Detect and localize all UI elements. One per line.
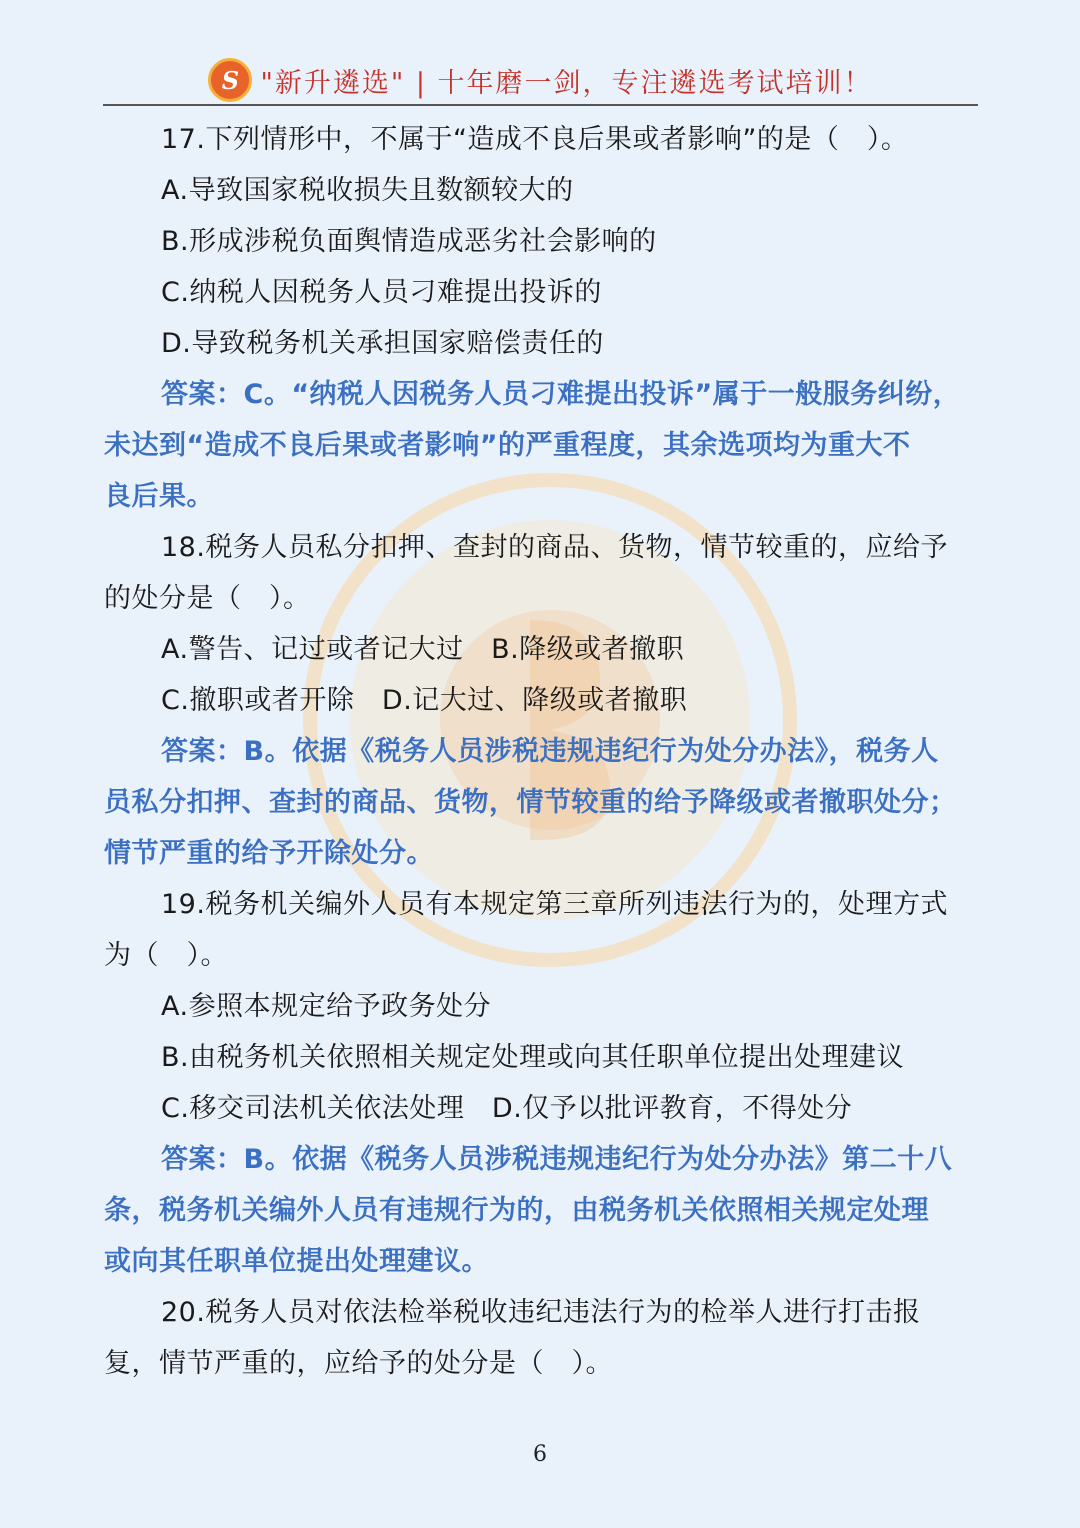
page-header xyxy=(103,56,978,104)
answer-text: 未达到“造成不良后果或者影响”的严重程度，其余选项均为重大不 xyxy=(104,430,911,461)
question-stem: 17.下列情形中，不属于“造成不良后果或者影响”的是（ ）。 xyxy=(161,124,909,155)
option-b: B.由税务机关依照相关规定处理或向其任职单位提出处理建议 xyxy=(161,1042,905,1073)
page-number: 6 xyxy=(533,1442,547,1467)
option-c-d: C.撤职或者开除 D.记大过、降级或者撤职 xyxy=(161,685,688,716)
question-19 xyxy=(104,879,978,1287)
header-divider xyxy=(103,104,978,106)
question-stem: 为（ ）。 xyxy=(104,940,228,971)
option-a-b: A.警告、记过或者记大过 B.降级或者撤职 xyxy=(161,634,685,665)
question-stem: 19.税务机关编外人员有本规定第三章所列违法行为的，处理方式 xyxy=(161,889,948,920)
header-slogan: "新升遴选" | 十年磨一剑，专注遴选考试培训！ xyxy=(260,67,873,99)
answer-text: 情节严重的给予开除处分。 xyxy=(104,838,434,869)
answer-text: 条，税务机关编外人员有违规行为的，由税务机关依照相关规定处理 xyxy=(104,1195,929,1226)
question-stem: 18.税务人员私分扣押、查封的商品、货物，情节较重的，应给予 xyxy=(161,532,948,563)
document-body xyxy=(104,114,978,1389)
answer-text: 良后果。 xyxy=(104,481,214,512)
question-20 xyxy=(104,1287,978,1389)
question-17 xyxy=(104,114,978,522)
answer-text: 答案：B。依据《税务人员涉税违规违纪行为处分办法》第二十八 xyxy=(161,1144,953,1175)
answer-text: 答案：B。依据《税务人员涉税违规违纪行为处分办法》，税务人 xyxy=(161,736,939,767)
option-a: A.导致国家税收损失且数额较大的 xyxy=(161,175,574,206)
question-stem: 复，情节严重的，应给予的处分是（ ）。 xyxy=(104,1348,613,1379)
question-stem: 的处分是（ ）。 xyxy=(104,583,311,614)
option-c: C.纳税人因税务人员刁难提出投诉的 xyxy=(161,277,602,308)
question-18 xyxy=(104,522,978,879)
answer-text: 员私分扣押、查封的商品、货物，情节较重的给予降级或者撤职处分； xyxy=(104,787,957,818)
option-d: D.导致税务机关承担国家赔偿责任的 xyxy=(161,328,604,359)
answer-text: 或向其任职单位提出处理建议。 xyxy=(104,1246,489,1277)
answer-text: 答案：C。“纳税人因税务人员刁难提出投诉”属于一般服务纠纷， xyxy=(161,379,961,410)
option-c-d: C.移交司法机关依法处理 D.仅予以批评教育，不得处分 xyxy=(161,1093,853,1124)
option-b: B.形成涉税负面舆情造成恶劣社会影响的 xyxy=(161,226,657,257)
logo-icon: S xyxy=(208,58,252,102)
option-a: A.参照本规定给予政务处分 xyxy=(161,991,492,1022)
question-stem: 20.税务人员对依法检举税收违纪违法行为的检举人进行打击报 xyxy=(161,1297,921,1328)
